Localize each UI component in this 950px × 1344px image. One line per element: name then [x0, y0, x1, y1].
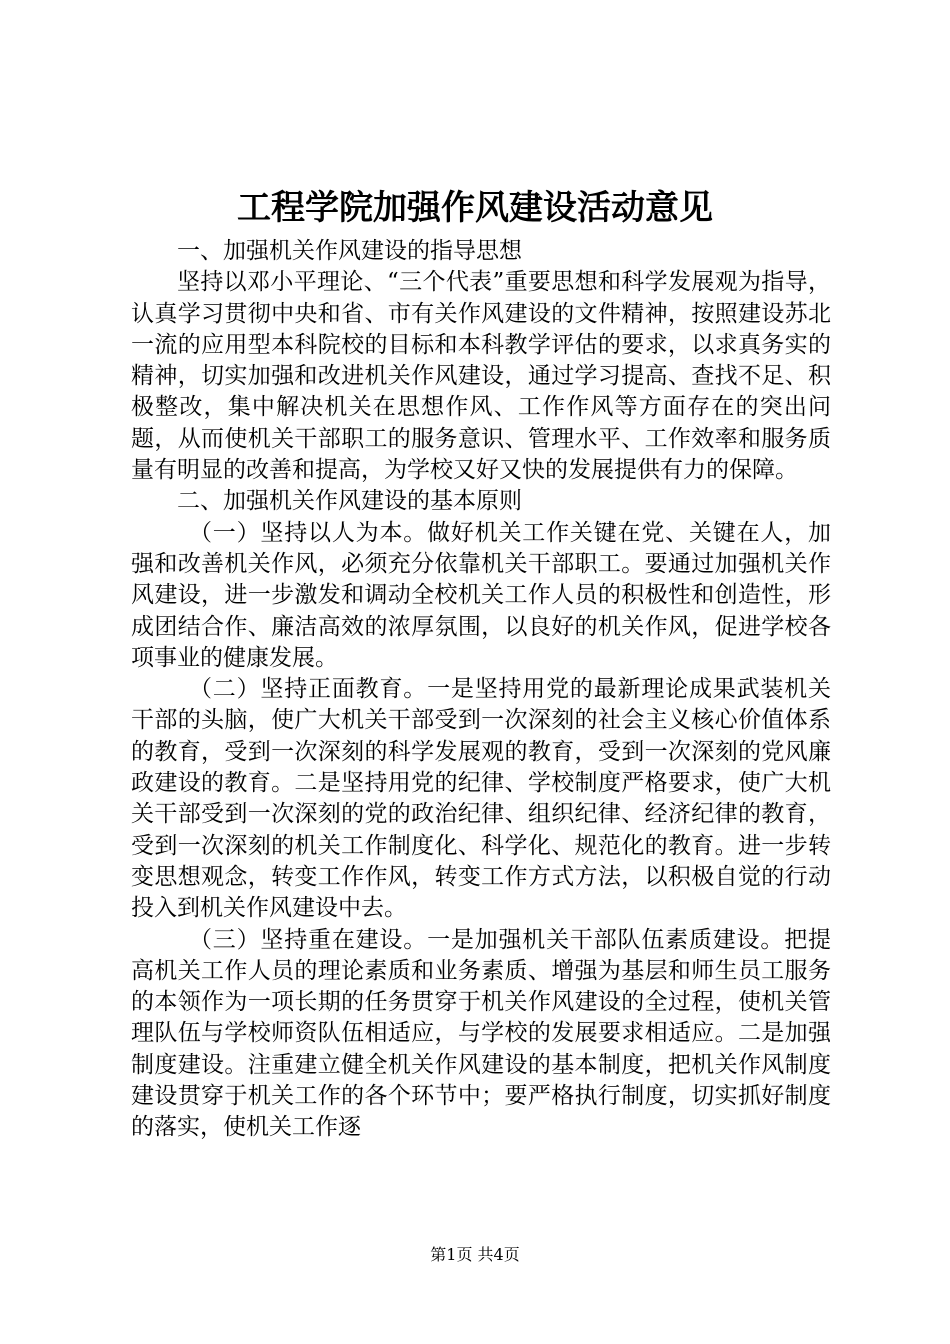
document-body: [131, 236, 831, 1144]
paragraph-guiding-thought: 坚持以邓小平理论、“三个代表”重要思想和科学发展观为指导，认真学习贯彻中央和省、市有关作风建设的文件精神，按照建设苏北一流的应用型本科院校的目标和本科教学评估的要求，以求真务实的精神，切实加强和改进机关作风建设，通过学习提高、查找不足、积极整改，集中解决机关在思想作风、工作作风等方面存在的突出问题，从而使机关干部职工的服务意识、管理水平、工作效率和服务质量有明显的改善和提高，为学校又好又快的发展提供有力的保障。: [131, 269, 831, 484]
document-title: 工程学院加强作风建设活动意见: [237, 188, 713, 228]
paragraph-principle-1: （一）坚持以人为本。做好机关工作关键在党、关键在人，加强和改善机关作风，必须充分依靠机关干部职工。要通过加强机关作风建设，进一步激发和调动全校机关工作人员的积极性和创造性，形成团结合作、廉洁高效的浓厚氛围，以良好的机关作风，促进学校各项事业的健康发展。: [131, 519, 831, 671]
section-heading-2: 二、加强机关作风建设的基本原则: [177, 488, 522, 515]
paragraph-principle-2: （二）坚持正面教育。一是坚持用党的最新理论成果武装机关干部的头脑，使广大机关干部受到一次深刻的社会主义核心价值体系的教育，受到一次深刻的科学发展观的教育，受到一次深刻的党风廉政建设的教育。二是坚持用党的纪律、学校制度严格要求，使广大机关干部受到一次深刻的党的政治纪律、组织纪律、经济纪律的教育，受到一次深刻的机关工作制度化、科学化、规范化的教育。进一步转变思想观念，转变工作作风，转变工作方式方法，以积极自觉的行动投入到机关作风建设中去。: [131, 676, 831, 922]
page-number-footer: 第1页 共4页: [430, 1245, 520, 1264]
paragraph-principle-3: （三）坚持重在建设。一是加强机关干部队伍素质建设。把提高机关工作人员的理论素质和业务素质、增强为基层和师生员工服务的本领作为一项长期的任务贯穿于机关作风建设的全过程，使机关管理队伍与学校师资队伍相适应，与学校的发展要求相适应。二是加强制度建设。注重建立健全机关作风建设的基本制度，把机关作风制度建设贯穿于机关工作的各个环节中；要严格执行制度，切实抓好制度的落实，使机关工作逐: [131, 926, 831, 1141]
section-heading-1: 一、加强机关作风建设的指导思想: [177, 238, 522, 264]
